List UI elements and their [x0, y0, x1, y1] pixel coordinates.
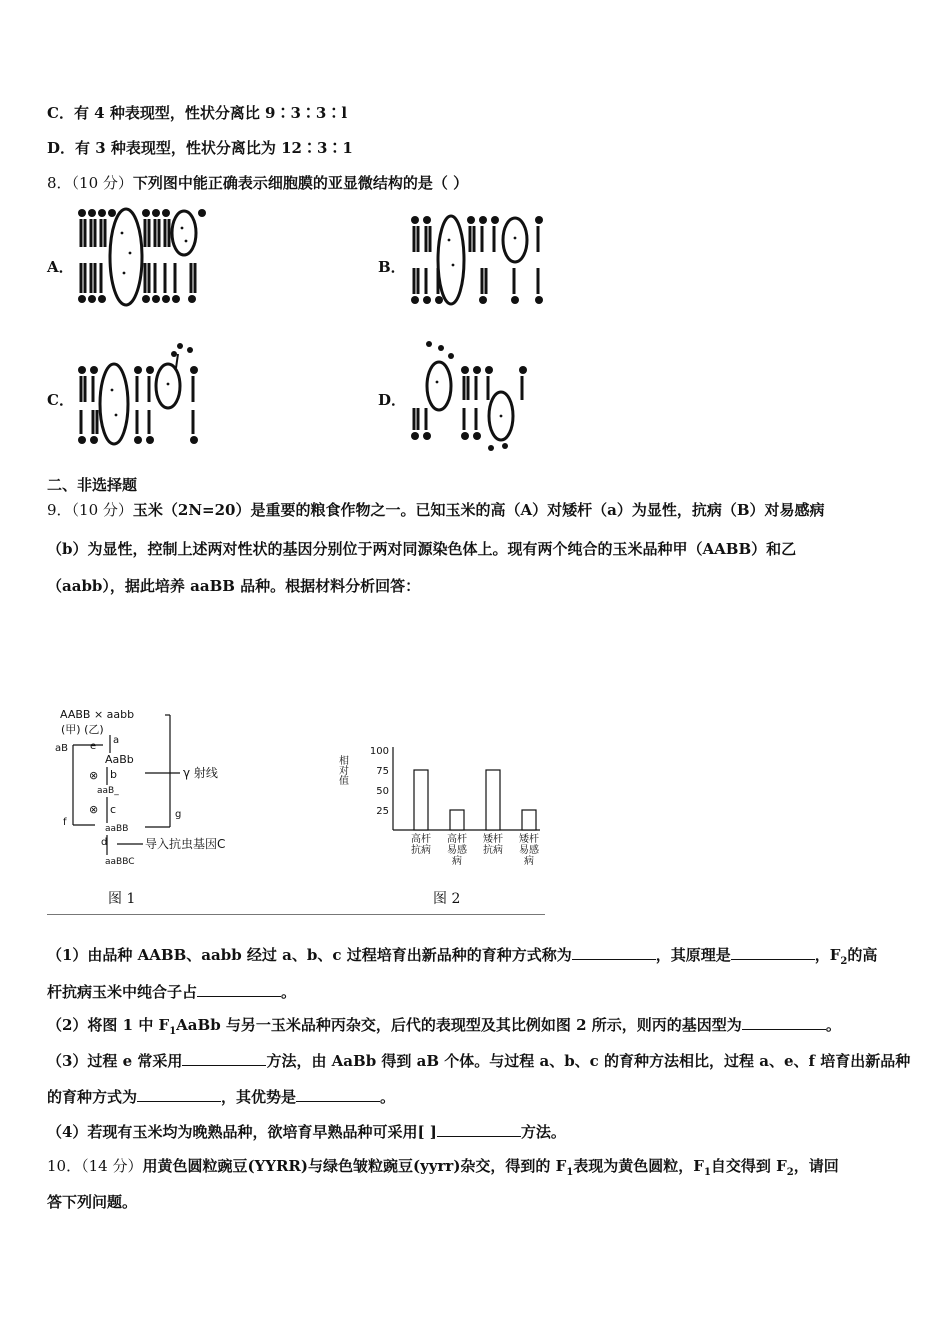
q9-sub1-text-a: （1）由品种 AABB、aabb 经过 a、b、c 过程培育出新品种的育种方式称为 — [47, 946, 572, 964]
q10-sub-1: 1 — [566, 1167, 574, 1178]
q7-option-c: C．有 4 种表现型，性状分离比 9∶3∶3∶l — [47, 104, 348, 122]
fig1-cross: AABB × aabb — [60, 708, 135, 721]
q9-sub1-sub: 2 — [840, 956, 848, 967]
chart-ylabel: 相对值 — [336, 755, 348, 785]
q8-label-a: A． — [47, 258, 74, 276]
q10-sub-2: 1 — [703, 1167, 711, 1178]
x-category-label: 矮杆抗病 — [483, 834, 503, 856]
q9-sub3-text-d: ，其优势是 — [221, 1088, 297, 1106]
fig1-aab: aaB_ — [97, 786, 119, 796]
phenotype-bar-chart — [336, 735, 550, 875]
q9-sub1-text-f: 。 — [281, 983, 297, 1001]
fig1-g: g — [175, 809, 182, 820]
x-category-label: 矮杆易感病 — [519, 834, 539, 867]
breeding-diagram — [55, 705, 295, 875]
q8-stem — [47, 172, 468, 193]
fig1-caption: 图 1 — [108, 891, 136, 907]
membrane-figure-a — [72, 203, 210, 309]
fig1-aabb: aaBB — [105, 824, 129, 834]
answer-blank-5[interactable] — [182, 1051, 266, 1066]
fig1-aabbc: aaBBC — [105, 857, 135, 867]
answer-blank-4[interactable] — [742, 1015, 826, 1030]
q9-sub1-line2 — [47, 981, 296, 1002]
answer-blank-7[interactable] — [296, 1087, 380, 1102]
bar-3 — [522, 810, 536, 830]
q9-sub2-text-c: 。 — [825, 1016, 841, 1034]
fig1-a: a — [113, 735, 120, 746]
q9-sub1-text-e: 杆抗病玉米中纯合子占 — [47, 983, 198, 1001]
q9-sub3-line1 — [47, 1050, 910, 1071]
q9-sub2 — [47, 1014, 841, 1037]
q9-sub1-text-c: ，F — [814, 946, 841, 964]
q10-number: 10．（14 分） — [47, 1157, 143, 1175]
answer-blank-3[interactable] — [197, 982, 281, 997]
fig1-d: d — [101, 837, 108, 848]
q8-text: 下列图中能正确表示细胞膜的亚显微结构的是（ ） — [132, 174, 469, 192]
y-tick-label: 100 — [369, 746, 389, 757]
q9-sub3-line2 — [47, 1086, 395, 1107]
fig1-b: b — [110, 768, 117, 781]
y-tick-label: 75 — [376, 766, 389, 777]
q9-sub1-line1 — [47, 944, 877, 967]
fig1-ab: aB — [55, 743, 68, 754]
q9-number: 9．（10 分） — [47, 501, 133, 519]
membrane-figure-d — [405, 336, 535, 456]
fig1-insert: 导入抗虫基因C — [145, 837, 226, 851]
q10-text-b: 表现为黄色圆粒，F — [573, 1157, 704, 1175]
q9-line3: （aabb），据此培养 aaBB 品种。根据材料分析回答： — [47, 577, 421, 595]
q10-text-a: 用黄色圆粒豌豆(YYRR)与绿色皱粒豌豆(yyrr)杂交，得到的 F — [142, 1157, 567, 1175]
q10-text-d: ，请回 — [793, 1157, 839, 1175]
membrane-figure-b — [405, 210, 550, 310]
q8-label-b: B． — [378, 258, 406, 276]
fig2-caption: 图 2 — [433, 891, 461, 907]
q7-option-d: D．有 3 种表现型，性状分离比为 12∶3∶1 — [47, 139, 353, 157]
q9-sub3-text-c: 的育种方式为 — [47, 1088, 138, 1106]
fig1-parents: (甲) (乙) — [61, 723, 104, 736]
q8-label-d: D． — [378, 391, 407, 409]
q9-sub2-text-b: AaBb 与另一玉米品种丙杂交，后代的表现型及其比例如图 2 所示，则丙的基因型为 — [176, 1016, 742, 1034]
q10-line2: 答下列问题。 — [47, 1193, 138, 1211]
figure-divider — [47, 914, 545, 915]
bar-1 — [450, 810, 464, 830]
bar-0 — [414, 770, 428, 830]
x-category-label: 高杆易感病 — [447, 834, 467, 867]
q9-sub1-text-b: ，其原理是 — [655, 946, 731, 964]
q9-sub2-text-a: （2）将图 1 中 F — [47, 1016, 170, 1034]
q9-line2: （b）为显性，控制上述两对性状的基因分别位于两对同源染色体上。现有两个纯合的玉米品种甲（AABB）和乙 — [47, 540, 797, 558]
q9-sub4 — [47, 1121, 566, 1142]
answer-blank-2[interactable] — [731, 945, 815, 960]
fig1-self2: ⊗ — [89, 803, 99, 816]
y-tick-label: 25 — [376, 806, 389, 817]
q9-sub4-text-b: 方法。 — [520, 1123, 566, 1141]
q9-sub1-text-d: 的高 — [847, 946, 878, 964]
fig1-c: c — [110, 803, 117, 816]
q9-sub3-text-a: （3）过程 e 常采用 — [47, 1052, 183, 1070]
q9-sub3-text-b: 方法，由 AaBb 得到 aB 个体。与过程 a、b、c 的育种方法相比，过程 a、e、f 培育出新品种 — [266, 1052, 911, 1070]
q9-text-1: 玉米（2N=20）是重要的粮食作物之一。已知玉米的高（A）对矮杆（a）为显性，抗病（B）对易感病 — [132, 501, 825, 519]
y-tick-label: 50 — [376, 786, 389, 797]
membrane-figure-c — [72, 340, 212, 450]
q9-sub3-text-e: 。 — [380, 1088, 396, 1106]
bar-2 — [486, 770, 500, 830]
answer-blank-1[interactable] — [572, 945, 656, 960]
x-category-label: 高杆抗病 — [411, 834, 431, 856]
fig1-self1: ⊗ — [89, 769, 99, 782]
q8-label-c: C． — [47, 391, 74, 409]
fig1-f1: AaBb — [105, 753, 134, 766]
answer-blank-8[interactable] — [437, 1122, 521, 1137]
fig1-gamma: γ 射线 — [183, 766, 218, 780]
q9-sub4-text-a: （4）若现有玉米均为晚熟品种，欲培育早熟品种可采用[ ] — [47, 1123, 437, 1141]
q9-sub2-sub: 1 — [169, 1026, 177, 1037]
q10-sub-3: 2 — [786, 1167, 794, 1178]
section-title: 二、非选择题 — [47, 476, 138, 494]
answer-blank-6[interactable] — [137, 1087, 221, 1102]
q8-number: 8．（10 分） — [47, 174, 133, 192]
q9-line1 — [47, 499, 825, 520]
fig1-e: e — [90, 741, 97, 752]
q10-text-c: 自交得到 F — [710, 1157, 787, 1175]
fig1-f: f — [63, 817, 67, 828]
q10-line1 — [47, 1155, 839, 1178]
